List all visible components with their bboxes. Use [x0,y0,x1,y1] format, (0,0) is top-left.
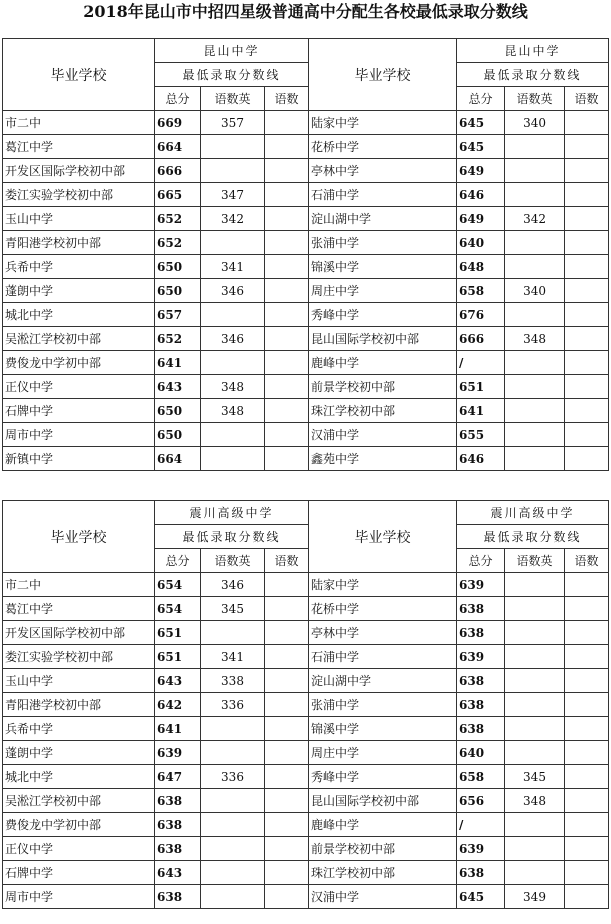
cme-score-left [201,837,265,861]
score-table-zhenchuan [2,500,609,909]
cm-score-left [265,327,309,351]
header-chinese-math: 语数 [265,87,309,111]
school-name-right: 昆山国际学校初中部 [309,327,457,351]
total-score-left: 651 [155,645,201,669]
cme-score-left: 346 [201,573,265,597]
cme-score-left: 348 [201,399,265,423]
total-score-left: 650 [155,279,201,303]
cme-score-left: 336 [201,765,265,789]
school-name-left: 兵希中学 [3,255,155,279]
cme-score-right [505,255,565,279]
table-row [3,183,609,207]
table-row [3,327,609,351]
header-total: 总分 [155,87,201,111]
header-school-left: 毕业学校 [3,501,155,573]
cm-score-right [565,183,609,207]
table-row [3,741,609,765]
cme-score-right: 340 [505,279,565,303]
school-name-left: 葛江中学 [3,597,155,621]
total-score-left: 665 [155,183,201,207]
table-row [3,423,609,447]
cm-score-left [265,183,309,207]
cm-score-left [265,789,309,813]
school-name-left: 葛江中学 [3,135,155,159]
cme-score-left: 342 [201,207,265,231]
table-row [3,765,609,789]
cm-score-right [565,669,609,693]
cme-score-right [505,183,565,207]
cme-score-right [505,741,565,765]
total-score-right: 640 [457,741,505,765]
school-name-right: 前景学校初中部 [309,837,457,861]
table-row [3,597,609,621]
school-name-left: 费俊龙中学初中部 [3,351,155,375]
total-score-right: 649 [457,207,505,231]
total-score-right: 645 [457,135,505,159]
school-name-left: 开发区国际学校初中部 [3,159,155,183]
header-total: 总分 [457,549,505,573]
cm-score-right [565,717,609,741]
total-score-right: 658 [457,279,505,303]
cme-score-right: 348 [505,789,565,813]
cm-score-left [265,813,309,837]
cme-score-right [505,159,565,183]
school-name-left: 娄江实验学校初中部 [3,183,155,207]
cme-score-right: 342 [505,207,565,231]
total-score-left: 650 [155,423,201,447]
table-row [3,447,609,471]
cme-score-right [505,693,565,717]
total-score-right: 646 [457,183,505,207]
school-name-right: 淀山湖中学 [309,207,457,231]
school-name-right: 前景学校初中部 [309,375,457,399]
table-row [3,693,609,717]
total-score-left: 652 [155,207,201,231]
header-chinese-math-english: 语数英 [505,87,565,111]
school-name-left: 玉山中学 [3,207,155,231]
cm-score-left [265,837,309,861]
cme-score-left [201,231,265,255]
school-name-left: 兵希中学 [3,717,155,741]
total-score-right: 655 [457,423,505,447]
cme-score-left: 346 [201,327,265,351]
school-name-right: 周庄中学 [309,279,457,303]
cme-score-right [505,399,565,423]
school-name-right: 周庄中学 [309,741,457,765]
cm-score-left [265,255,309,279]
cme-score-left: 341 [201,255,265,279]
total-score-left: 669 [155,111,201,135]
school-name-right: 亭林中学 [309,159,457,183]
school-name-right: 张浦中学 [309,693,457,717]
total-score-right: 651 [457,375,505,399]
school-name-left: 市二中 [3,573,155,597]
table-row [3,255,609,279]
total-score-left: 638 [155,789,201,813]
cm-score-left [265,351,309,375]
total-score-left: 638 [155,813,201,837]
cm-score-right [565,303,609,327]
cme-score-right [505,645,565,669]
total-score-left: 641 [155,717,201,741]
school-name-left: 青阳港学校初中部 [3,693,155,717]
table-row [3,207,609,231]
school-name-right: 秀峰中学 [309,765,457,789]
cm-score-left [265,645,309,669]
header-chinese-math: 语数 [265,549,309,573]
school-name-right: 鹿峰中学 [309,351,457,375]
header-chinese-math-english: 语数英 [505,549,565,573]
cm-score-right [565,159,609,183]
cme-score-left: 357 [201,111,265,135]
table-row [3,375,609,399]
total-score-right: 645 [457,111,505,135]
header-chinese-math-english: 语数英 [201,87,265,111]
table-row [3,159,609,183]
total-score-left: 643 [155,861,201,885]
school-name-left: 城北中学 [3,765,155,789]
cm-score-right [565,399,609,423]
school-name-right: 锦溪中学 [309,255,457,279]
cme-score-left [201,885,265,909]
school-name-left: 正仪中学 [3,375,155,399]
cm-score-right [565,207,609,231]
cm-score-right [565,621,609,645]
table-row [3,789,609,813]
school-name-left: 吴淞江学校初中部 [3,789,155,813]
cm-score-right [565,423,609,447]
cme-score-right [505,717,565,741]
cme-score-left [201,447,265,471]
cme-score-left [201,741,265,765]
cme-score-right: 348 [505,327,565,351]
cm-score-right [565,573,609,597]
table-row [3,573,609,597]
cme-score-right [505,351,565,375]
cm-score-left [265,765,309,789]
cme-score-left [201,717,265,741]
cm-score-right [565,255,609,279]
cm-score-right [565,741,609,765]
total-score-right: 640 [457,231,505,255]
cm-score-right [565,351,609,375]
cm-score-left [265,423,309,447]
table-row [3,669,609,693]
cme-score-right [505,837,565,861]
cm-score-left [265,717,309,741]
total-score-left: 638 [155,885,201,909]
cm-score-left [265,573,309,597]
school-name-right: 珠江学校初中部 [309,861,457,885]
total-score-right: 638 [457,597,505,621]
total-score-left: 654 [155,573,201,597]
table-row [3,279,609,303]
table-row [3,645,609,669]
school-name-left: 开发区国际学校初中部 [3,621,155,645]
school-name-right: 张浦中学 [309,231,457,255]
total-score-left: 643 [155,669,201,693]
cme-score-right: 345 [505,765,565,789]
cm-score-left [265,159,309,183]
school-name-right: 昆山国际学校初中部 [309,789,457,813]
cme-score-left [201,159,265,183]
header-total: 总分 [155,549,201,573]
cm-score-left [265,861,309,885]
total-score-right: 656 [457,789,505,813]
header-target-school-left: 震川高级中学 [155,501,309,525]
cm-score-left [265,669,309,693]
cme-score-right [505,303,565,327]
school-name-right: 汉浦中学 [309,423,457,447]
total-score-right: 638 [457,669,505,693]
school-name-right: 陆家中学 [309,111,457,135]
cme-score-left: 347 [201,183,265,207]
cm-score-left [265,303,309,327]
cme-score-left [201,813,265,837]
cme-score-left: 336 [201,693,265,717]
cme-score-left [201,789,265,813]
cme-score-left [201,135,265,159]
table-body [3,573,609,909]
total-score-right: 639 [457,573,505,597]
cme-score-right [505,135,565,159]
school-name-right: 花桥中学 [309,135,457,159]
cm-score-right [565,645,609,669]
total-score-right: 646 [457,447,505,471]
school-name-right: 花桥中学 [309,597,457,621]
table-row [3,885,609,909]
cme-score-right [505,375,565,399]
cm-score-right [565,231,609,255]
total-score-right: 641 [457,399,505,423]
school-name-right: 陆家中学 [309,573,457,597]
cm-score-left [265,885,309,909]
school-name-right: 汉浦中学 [309,885,457,909]
cm-score-left [265,375,309,399]
school-name-left: 青阳港学校初中部 [3,231,155,255]
total-score-right: / [457,813,505,837]
total-score-right: 645 [457,885,505,909]
school-name-right: 石浦中学 [309,645,457,669]
cme-score-right [505,423,565,447]
total-score-left: 652 [155,231,201,255]
cm-score-right [565,327,609,351]
cme-score-left: 345 [201,597,265,621]
total-score-right: 639 [457,837,505,861]
table-body [3,111,609,471]
cme-score-right [505,597,565,621]
total-score-left: 651 [155,621,201,645]
cme-score-right [505,861,565,885]
school-name-left: 正仪中学 [3,837,155,861]
page-title: 2018年昆山市中招四星级普通高中分配生各校最低录取分数线 [83,2,528,21]
table-row [3,135,609,159]
school-name-left: 石牌中学 [3,399,155,423]
cme-score-left: 338 [201,669,265,693]
header-chinese-math: 语数 [565,87,609,111]
score-table-kunshan [2,38,609,471]
cm-score-right [565,447,609,471]
header-target-school-right: 昆山中学 [457,39,609,63]
cme-score-left [201,351,265,375]
table-row [3,231,609,255]
cm-score-left [265,231,309,255]
cme-score-left: 346 [201,279,265,303]
school-name-right: 淀山湖中学 [309,669,457,693]
cm-score-right [565,837,609,861]
cm-score-left [265,207,309,231]
total-score-right: 639 [457,645,505,669]
cm-score-right [565,765,609,789]
total-score-left: 642 [155,693,201,717]
school-name-right: 锦溪中学 [309,717,457,741]
school-name-left: 周市中学 [3,423,155,447]
school-name-left: 娄江实验学校初中部 [3,645,155,669]
total-score-right: / [457,351,505,375]
table-row [3,399,609,423]
school-name-left: 吴淞江学校初中部 [3,327,155,351]
total-score-right: 648 [457,255,505,279]
cm-score-left [265,399,309,423]
cme-score-left [201,621,265,645]
table-row [3,111,609,135]
cm-score-right [565,813,609,837]
total-score-left: 639 [155,741,201,765]
table-row [3,837,609,861]
total-score-left: 643 [155,375,201,399]
total-score-left: 664 [155,135,201,159]
cm-score-right [565,135,609,159]
cm-score-left [265,621,309,645]
header-school-left: 毕业学校 [3,39,155,111]
cme-score-right [505,813,565,837]
table-row [3,861,609,885]
cme-score-right [505,669,565,693]
header-target-school-right: 震川高级中学 [457,501,609,525]
cme-score-left [201,861,265,885]
table-row [3,621,609,645]
header-total: 总分 [457,87,505,111]
cm-score-left [265,279,309,303]
total-score-left: 664 [155,447,201,471]
cm-score-right [565,789,609,813]
table-row [3,717,609,741]
header-chinese-math: 语数 [565,549,609,573]
header-chinese-math-english: 语数英 [201,549,265,573]
cm-score-right [565,279,609,303]
school-name-left: 蓬朗中学 [3,741,155,765]
total-score-right: 638 [457,693,505,717]
school-name-right: 石浦中学 [309,183,457,207]
cme-score-right [505,573,565,597]
cm-score-left [265,135,309,159]
cme-score-left [201,303,265,327]
cme-score-right: 340 [505,111,565,135]
table-row [3,813,609,837]
table-row [3,351,609,375]
school-name-left: 费俊龙中学初中部 [3,813,155,837]
school-name-right: 鹿峰中学 [309,813,457,837]
total-score-right: 658 [457,765,505,789]
school-name-right: 亭林中学 [309,621,457,645]
cme-score-right: 349 [505,885,565,909]
cme-score-right [505,621,565,645]
cm-score-left [265,693,309,717]
header-min-score-right: 最低录取分数线 [457,63,609,87]
total-score-right: 666 [457,327,505,351]
cm-score-right [565,375,609,399]
total-score-right: 676 [457,303,505,327]
total-score-right: 638 [457,861,505,885]
school-name-left: 玉山中学 [3,669,155,693]
total-score-left: 647 [155,765,201,789]
cme-score-left: 341 [201,645,265,669]
cme-score-right [505,231,565,255]
total-score-left: 654 [155,597,201,621]
school-name-right: 珠江学校初中部 [309,399,457,423]
cm-score-right [565,861,609,885]
school-name-left: 新镇中学 [3,447,155,471]
total-score-left: 641 [155,351,201,375]
school-name-right: 鑫苑中学 [309,447,457,471]
cme-score-left [201,423,265,447]
cm-score-left [265,597,309,621]
cm-score-right [565,885,609,909]
total-score-right: 638 [457,621,505,645]
header-min-score-left: 最低录取分数线 [155,525,309,549]
table-row [3,303,609,327]
header-target-school-left: 昆山中学 [155,39,309,63]
header-school-right: 毕业学校 [309,501,457,573]
total-score-left: 666 [155,159,201,183]
school-name-left: 石牌中学 [3,861,155,885]
cm-score-left [265,111,309,135]
header-school-right: 毕业学校 [309,39,457,111]
total-score-left: 652 [155,327,201,351]
cm-score-right [565,693,609,717]
cme-score-left: 348 [201,375,265,399]
total-score-left: 638 [155,837,201,861]
cm-score-right [565,111,609,135]
school-name-left: 市二中 [3,111,155,135]
total-score-right: 649 [457,159,505,183]
total-score-left: 657 [155,303,201,327]
school-name-left: 周市中学 [3,885,155,909]
school-name-left: 城北中学 [3,303,155,327]
total-score-right: 638 [457,717,505,741]
school-name-left: 蓬朗中学 [3,279,155,303]
cm-score-left [265,741,309,765]
total-score-left: 650 [155,255,201,279]
cm-score-right [565,597,609,621]
header-min-score-left: 最低录取分数线 [155,63,309,87]
cme-score-right [505,447,565,471]
header-min-score-right: 最低录取分数线 [457,525,609,549]
total-score-left: 650 [155,399,201,423]
school-name-right: 秀峰中学 [309,303,457,327]
cm-score-left [265,447,309,471]
